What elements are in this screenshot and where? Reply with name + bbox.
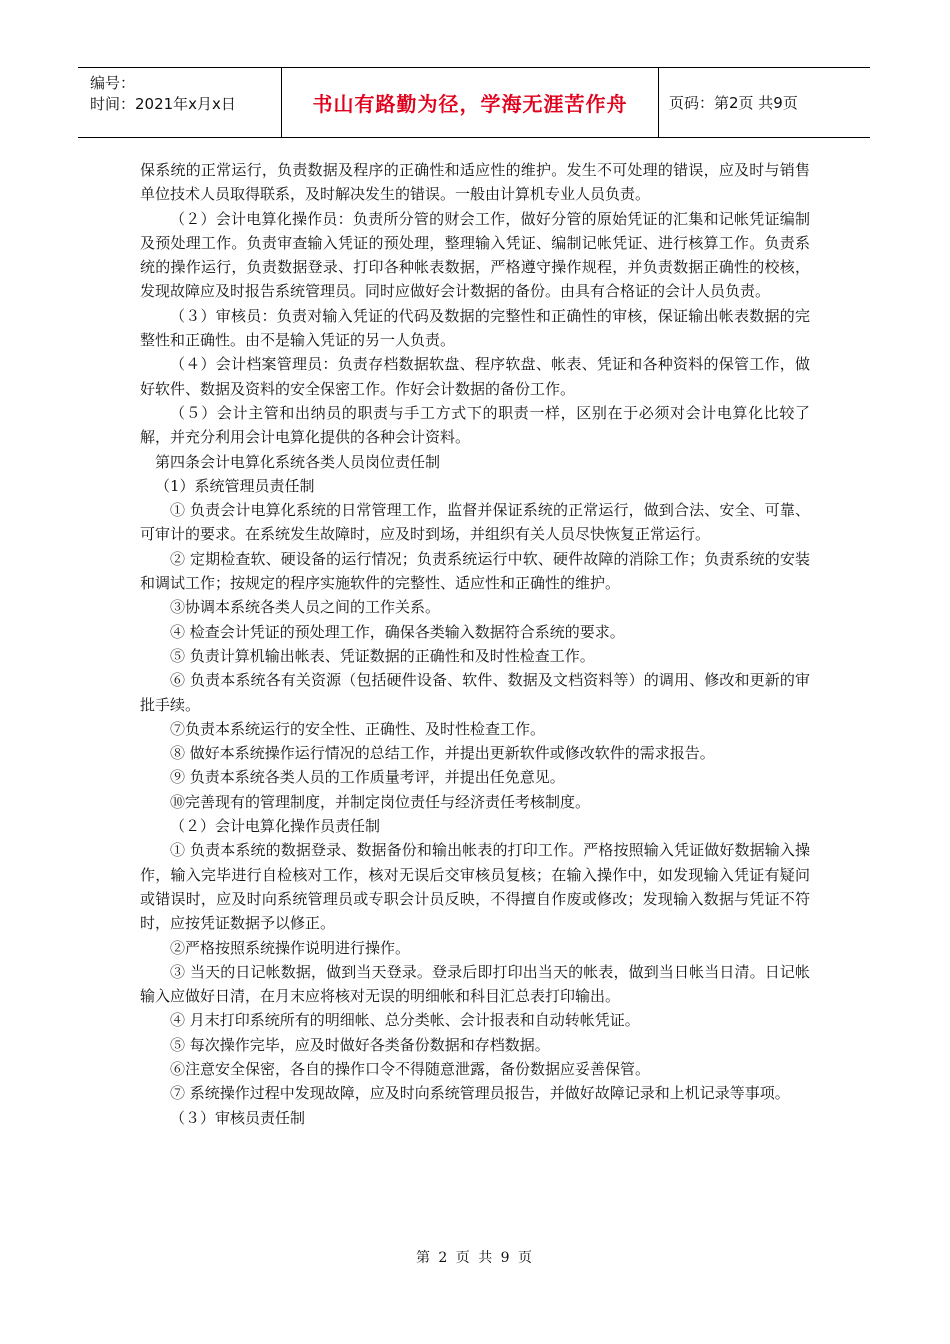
paragraph: ②严格按照系统操作说明进行操作。 — [170, 938, 411, 957]
paragraph: ④ 检查会计凭证的预处理工作，确保各类输入数据符合系统的要求。 — [170, 622, 625, 641]
document-number-label: 编号： — [90, 74, 136, 92]
paragraph: ① 负责本系统的数据登录、数据备份和输出帐表的打印工作。严格按照输入凭证做好数据输入操作，输入完毕进行自检核对工作，核对无误后交审核员复核；在输入操作中，如发现输入凭证有疑问或错误时，应及时向系统管理员或专职会计员反映，不得擅自作废或修改；发现输入数据与凭证不符时，应按凭证数据予以修正。 — [140, 841, 810, 933]
page-header — [78, 67, 870, 138]
paragraph: ④ 月末打印系统所有的明细帐、总分类帐、会计报表和自动转帐凭证。 — [170, 1011, 640, 1030]
paragraph: （５）会计主管和出纳员的职责与手工方式下的职责一样，区别在于必须对会计电算化比较了解，并充分利用会计电算化提供的各种会计资料。 — [140, 403, 810, 447]
header-motto: 书山有路勤为径，学海无涯苦作舟 — [282, 68, 659, 137]
paragraph: ⑦负责本系统运行的安全性、正确性、及时性检查工作。 — [170, 719, 546, 738]
paragraph: ⑥注意安全保密，各自的操作口令不得随意泄露，备份数据应妥善保管。 — [170, 1059, 651, 1078]
paragraph: （２）会计电算化操作员责任制 — [170, 817, 381, 836]
paragraph: （1）系统管理员责任制 — [155, 476, 315, 495]
paragraph: ⑦ 系统操作过程中发现故障，应及时向系统管理员报告，并做好故障记录和上机记录等事项。 — [170, 1084, 790, 1103]
paragraph: ② 定期检查软、硬设备的运行情况；负责系统运行中软、硬件故障的消除工作；负责系统的安装和调试工作；按规定的程序实施软件的完整性、适应性和正确性的维护。 — [140, 549, 810, 593]
paragraph: ⑩完善现有的管理制度，并制定岗位责任与经济责任考核制度。 — [170, 792, 591, 811]
page-footer: 第 2 页 共 9 页 — [415, 1250, 535, 1266]
paragraph: ⑨ 负责本系统各类人员的工作质量考评，并提出任免意见。 — [170, 768, 565, 787]
paragraph: （２）会计电算化操作员：负责所分管的财会工作，做好分管的原始凭证的汇集和记帐凭证编制及预处理工作。负责审查输入凭证的预处理，整理输入凭证、编制记帐凭证、进行核算工作。负责系统的操作运行，负责数据登录、打印各种帐表数据，严格遵守操作规程，并负责数据正确性的校核，发现故障应及时报告系统管理员。同时应做好会计数据的备份。由具有合格证的会计人员负责。 — [140, 209, 810, 301]
paragraph: ⑧ 做好本系统操作运行情况的总结工作，并提出更新软件或修改软件的需求报告。 — [170, 744, 715, 763]
header-page-code: 页码：第2页 共9页 — [669, 94, 798, 112]
paragraph: （４）会计档案管理员：负责存档数据软盘、程序软盘、帐表、凭证和各种资料的保管工作，做好软件、数据及资料的安全保密工作。作好会计数据的备份工作。 — [140, 355, 810, 398]
paragraph: ③协调本系统各类人员之间的工作关系。 — [170, 598, 441, 617]
paragraph: ③ 当天的日记帐数据，做到当天登录。登录后即打印出当天的帐表，做到当日帐当日清。日记帐输入应做好日清，在月末应将核对无误的明细帐和科目汇总表打印输出。 — [140, 962, 810, 1006]
header-meta — [78, 68, 282, 137]
document-body — [140, 158, 810, 1130]
paragraph: 第四条会计电算化系统各类人员岗位责任制 — [155, 452, 441, 471]
paragraph: ⑥ 负责本系统各有关资源（包括硬件设备、软件、数据及文档资料等）的调用、修改和更新的审批手续。 — [140, 671, 810, 714]
paragraph: ① 负责会计电算化系统的日常管理工作，监督并保证系统的正常运行，做到合法、安全、可靠、可审计的要求。在系统发生故障时，应及时到场，并组织有关人员尽快恢复正常运行。 — [140, 501, 810, 544]
paragraph: 保系统的正常运行，负责数据及程序的正确性和适应性的维护。发生不可处理的错误，应及时与销售单位技术人员取得联系，及时解决发生的错误。一般由计算机专业人员负责。 — [140, 161, 810, 204]
paragraph: ⑤ 每次操作完毕，应及时做好各类备份数据和存档数据。 — [170, 1035, 550, 1054]
paragraph: （３）审核员责任制 — [170, 1108, 306, 1127]
paragraph: ⑤ 负责计算机输出帐表、凭证数据的正确性和及时性检查工作。 — [170, 646, 595, 665]
paragraph: （３）审核员：负责对输入凭证的代码及数据的完整性和正确性的审核，保证输出帐表数据的完整性和正确性。由不是输入凭证的另一人负责。 — [140, 306, 810, 350]
document-time-label: 时间：2021年x月x日 — [90, 95, 236, 113]
